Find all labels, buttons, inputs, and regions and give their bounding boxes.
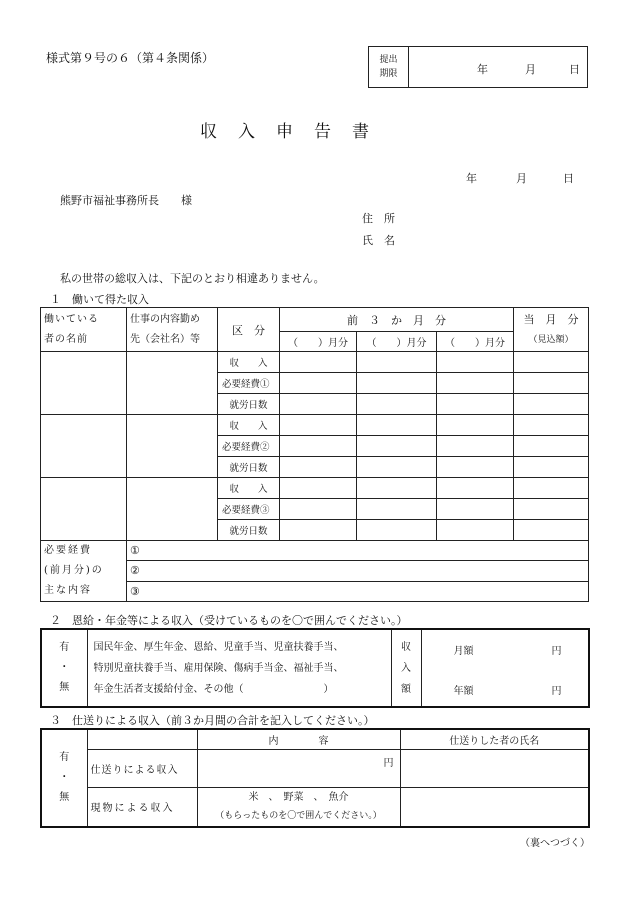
remittance-income-table (40, 728, 590, 828)
pension-items-3: 年金生活者支援給付金、その他（ ） (93, 683, 334, 695)
value-cell[interactable] (280, 394, 357, 415)
remittance-yen: 円 (383, 757, 394, 769)
header-category: 区 分 (218, 308, 280, 352)
yearly-label: 年額 (453, 686, 474, 697)
addressee: 熊野市福祉事務所長 様 (60, 194, 192, 207)
value-cell[interactable] (514, 415, 589, 436)
category-workdays: 就労日数 (218, 394, 280, 415)
pension-amount-field[interactable] (421, 629, 589, 707)
submission-deadline-box (368, 46, 588, 88)
remittance-label: 仕送りによる収入 (87, 749, 197, 787)
name-label: 氏 名 (362, 234, 395, 247)
header-current-sub: （見込額） (528, 334, 574, 345)
monthly-yen: 円 (551, 646, 562, 657)
worker-name-input-2[interactable] (41, 415, 127, 478)
remittance-yes-no[interactable] (41, 729, 87, 827)
header-prev3: 前 ３ か 月 分 (280, 308, 514, 332)
value-cell[interactable] (437, 478, 514, 499)
amount-label-3: 額 (401, 683, 411, 695)
header-sender: 仕送りした者の氏名 (400, 729, 589, 749)
category-income: 収 入 (218, 415, 280, 436)
expense-input-2[interactable] (127, 561, 589, 581)
value-cell[interactable] (280, 478, 357, 499)
value-cell[interactable] (437, 436, 514, 457)
header-worker-1: 働いている (44, 313, 99, 325)
value-cell[interactable] (437, 499, 514, 520)
value-cell[interactable] (357, 373, 437, 394)
worker-name-input-1[interactable] (41, 352, 127, 415)
in-kind-sender-input[interactable] (400, 787, 589, 827)
category-workdays: 就労日数 (218, 457, 280, 478)
value-cell[interactable] (437, 457, 514, 478)
yes-label: 有 (59, 642, 70, 653)
expense-input-1[interactable] (127, 541, 589, 561)
deadline-date-field[interactable] (409, 47, 588, 88)
header-job-1: 仕事の内容勤め (130, 313, 200, 325)
separator: ・ (59, 772, 70, 783)
value-cell[interactable] (280, 373, 357, 394)
pension-items-1: 国民年金、厚生年金、恩給、児童手当、児童扶養手当、 (93, 641, 344, 653)
remittance-sender-input[interactable] (400, 749, 589, 787)
value-cell[interactable] (514, 499, 589, 520)
section3-title: ３ 仕送りによる収入（前３か月間の合計を記入してください。） (50, 714, 375, 727)
pension-items-2: 特別児童扶養手当、雇用保険、傷病手当金、福祉手当、 (93, 662, 344, 674)
header-month-3: （ ）月分 (437, 332, 514, 352)
monthly-label: 月額 (453, 646, 474, 657)
header-blank (87, 729, 197, 749)
amount-label-1: 収 (401, 641, 411, 653)
no-label: 無 (59, 682, 70, 693)
category-expense: 必要経費② (218, 436, 280, 457)
value-cell[interactable] (357, 499, 437, 520)
no-label: 無 (59, 792, 70, 803)
amount-label-2: 入 (401, 662, 411, 674)
pension-yes-no[interactable] (41, 629, 87, 707)
value-cell[interactable] (514, 478, 589, 499)
yes-label: 有 (59, 752, 70, 763)
header-content: 内 容 (197, 729, 400, 749)
expense-input-3[interactable] (127, 581, 589, 601)
category-expense: 必要経費① (218, 373, 280, 394)
footer-continued: （裏へつづく） (520, 838, 590, 849)
deadline-day: 日 (569, 63, 580, 76)
earned-income-table (40, 307, 589, 602)
header-job-2: 先（会社名）等 (130, 333, 200, 345)
value-cell[interactable] (357, 457, 437, 478)
value-cell[interactable] (514, 457, 589, 478)
worker-name-input-3[interactable] (41, 478, 127, 541)
deadline-year: 年 (477, 63, 488, 76)
value-cell[interactable] (280, 457, 357, 478)
date-day: 日 (563, 172, 574, 185)
value-cell[interactable] (514, 352, 589, 373)
deadline-label-2: 期限 (379, 69, 398, 79)
header-worker-2: 者の名前 (44, 333, 88, 345)
declaration: 私の世帯の総収入は、下記のとおり相違ありません。 (60, 272, 325, 285)
value-cell[interactable] (437, 373, 514, 394)
value-cell[interactable] (357, 415, 437, 436)
value-cell[interactable] (280, 415, 357, 436)
form-number: 様式第９号の６（第４条関係） (46, 51, 215, 65)
value-cell[interactable] (437, 415, 514, 436)
header-current: 当 月 分 (523, 312, 579, 326)
value-cell[interactable] (280, 352, 357, 373)
value-cell[interactable] (514, 436, 589, 457)
in-kind-note: （もらったものを〇で囲んでください。） (215, 810, 382, 821)
value-cell[interactable] (437, 520, 514, 541)
value-cell[interactable] (437, 352, 514, 373)
expense-label-3: 主な内容 (44, 585, 92, 596)
value-cell[interactable] (280, 520, 357, 541)
separator: ・ (59, 662, 70, 673)
job-input-2[interactable] (127, 415, 218, 478)
value-cell[interactable] (280, 436, 357, 457)
date-year: 年 (466, 172, 477, 185)
value-cell[interactable] (514, 394, 589, 415)
expense-marker: ③ (130, 584, 140, 598)
expense-marker: ② (130, 564, 140, 578)
category-income: 収 入 (218, 352, 280, 373)
date-month: 月 (516, 172, 527, 185)
header-month-1: （ ）月分 (280, 332, 357, 352)
section1-title: １ 働いて得た収入 (50, 293, 149, 306)
page-title: 収 入 申 告 書 (200, 122, 371, 142)
category-workdays: 就労日数 (218, 520, 280, 541)
in-kind-items[interactable] (197, 787, 400, 827)
value-cell[interactable] (357, 352, 437, 373)
deadline-label-1: 提出 (379, 55, 398, 65)
value-cell[interactable] (514, 520, 589, 541)
job-input-3[interactable] (127, 478, 218, 541)
header-month-2: （ ）月分 (357, 332, 437, 352)
expense-label-1: 必要経費 (44, 545, 92, 556)
value-cell[interactable] (357, 478, 437, 499)
pension-income-table (40, 628, 590, 708)
value-cell[interactable] (280, 499, 357, 520)
job-input-1[interactable] (127, 352, 218, 415)
section2-title: ２ 恩給・年金等による収入（受けているものを〇で囲んでください。） (50, 614, 408, 627)
category-expense: 必要経費③ (218, 499, 280, 520)
value-cell[interactable] (357, 436, 437, 457)
value-cell[interactable] (357, 520, 437, 541)
deadline-month: 月 (525, 63, 536, 76)
address-label: 住 所 (362, 212, 395, 225)
category-income: 収 入 (218, 478, 280, 499)
in-kind-label: 現物による収入 (87, 787, 197, 827)
yearly-yen: 円 (551, 686, 562, 697)
in-kind-options: 米 、 野菜 、 魚介 (248, 791, 349, 803)
expense-marker: ① (130, 544, 140, 558)
value-cell[interactable] (514, 373, 589, 394)
remittance-amount-input[interactable] (197, 749, 400, 787)
value-cell[interactable] (437, 394, 514, 415)
value-cell[interactable] (357, 394, 437, 415)
expense-label-2: (前月分)の (44, 565, 104, 576)
